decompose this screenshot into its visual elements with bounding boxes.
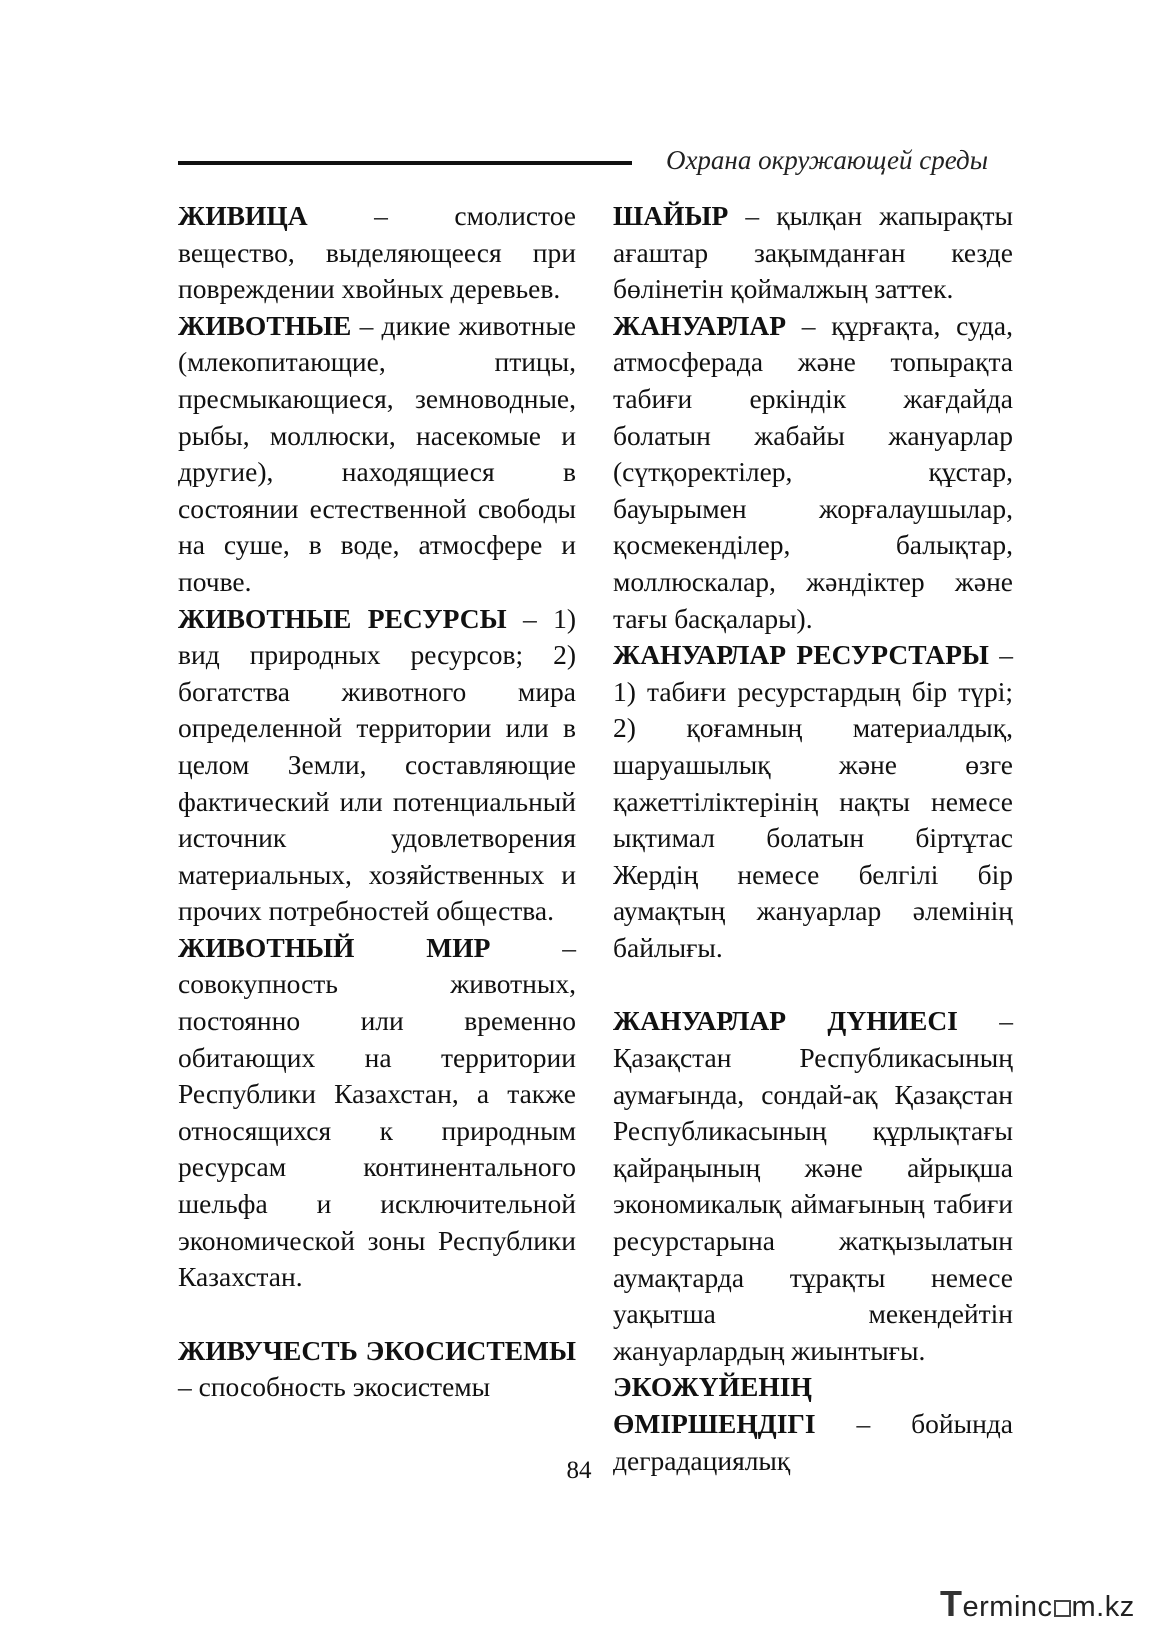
entry-term: ЖАНУАРЛАР ДҮНИЕСІ — [613, 1005, 958, 1037]
entry-term: ШАЙЫР — [613, 200, 729, 231]
entry-definition: – дикие животные (млекопитающие, птицы, пресмыкающиеся, земноводные, рыбы, моллюски, насекомые и другие), находящиеся в состоянии естественной свободы на суше, в воде, атмосфере и почве. — [178, 309, 576, 597]
right-column — [613, 198, 1013, 1479]
header-rule — [178, 161, 632, 165]
entry-definition: – Қазақстан Республикасының аумағында, сондай-ақ Қазақстан Республикасының құрлықтағы қайраңының және айрықша экономикалық аймағының табиғи ресурстарына жатқызылатын аумақтарда тұрақты немесе уақытша мекендейтін жануарлардың жиынтығы. — [613, 1005, 1013, 1366]
entry-term: ЖИВОТНЫЕ РЕСУРСЫ — [178, 602, 507, 634]
entry-zhivotnye-resursy — [178, 601, 576, 930]
watermark-letter-t: T — [940, 1583, 963, 1624]
entry-zhanuarlar — [613, 308, 1013, 637]
watermark-text-end: m.kz — [1071, 1591, 1135, 1623]
entry-term: ЖИВОТНЫЕ — [178, 309, 352, 341]
entry-zhivotnye — [178, 308, 576, 601]
entry-definition: – совокупность животных, постоянно или временно обитающих на территории Республики Казахстан, а также относящихся к природным ресурсам континентального шельфа и исключительной экономической зоны Республики Казахстан. — [178, 931, 576, 1293]
entry-term: ЖИВОТНЫЙ МИР — [178, 931, 491, 963]
entry-term: ЖИВУЧЕСТЬ ЭКОСИСТЕМЫ — [178, 1334, 576, 1366]
entry-definition: – способность экосистемы — [178, 1371, 491, 1403]
entry-definition: – смолистое вещество, выделяющееся при повреждении хвойных деревьев. — [178, 200, 576, 305]
entry-term: ЭКОЖҮЙЕНІҢ ӨМІРШЕҢДІГІ — [613, 1371, 816, 1439]
entry-zhanuarlar-resurstary — [613, 637, 1013, 966]
watermark-text-middle: erminc — [962, 1591, 1053, 1623]
watermark-square-icon — [1054, 1600, 1071, 1617]
entry-term: ЖИВИЦА — [178, 200, 308, 231]
entry-definition: – бойында деградациялық — [613, 1408, 1013, 1476]
entry-definition: – 1) табиғи ресурстардың бір түрі; 2) қоғамның материалдық, шаруашылық және өзге қажеттіліктерінің нақты немесе ықтимал болатын біртұтас Жердің немесе белгілі бір аумақтың жануарлар әлемінің байлығы. — [613, 639, 1013, 963]
entry-definition: – 1) вид природных ресурсов; 2) богатства животного мира определенной территории или в целом Земли, составляющие фактический или потенциальный источник удовлетворения материальных, хозяйственных и прочих потребностей общества. — [178, 602, 576, 927]
entry-zhivitsa — [178, 198, 576, 308]
entry-shaiyr — [613, 198, 1013, 308]
entry-zhivotny-mir — [178, 930, 576, 1296]
watermark-logo — [940, 1583, 1135, 1625]
entry-term: ЖАНУАРЛАР — [613, 309, 787, 341]
left-column — [178, 198, 576, 1406]
page-number: 84 — [566, 1457, 592, 1484]
entry-zhanuarlar-duniesi — [613, 1003, 1013, 1369]
entry-definition: – құрғақта, суда, атмосферада және топырақта табиғи еркіндік жағдайда болатын жабайы жануарлар (сүтқоректілер, құстар, бауырымен жорғалаушылар, қосмекенділер, балықтар, моллюскалар, жәндіктер және тағы басқалары). — [613, 309, 1013, 634]
entry-zhivuchest-ekosistemy — [178, 1333, 576, 1406]
running-header-title: Охрана окружающей среды — [665, 145, 988, 175]
entry-definition: – қылқан жапырақты ағаштар зақымданған кезде бөлінетін қоймалжың заттек. — [613, 200, 1013, 305]
entry-term: ЖАНУАРЛАР РЕСУРСТАРЫ — [613, 639, 989, 671]
